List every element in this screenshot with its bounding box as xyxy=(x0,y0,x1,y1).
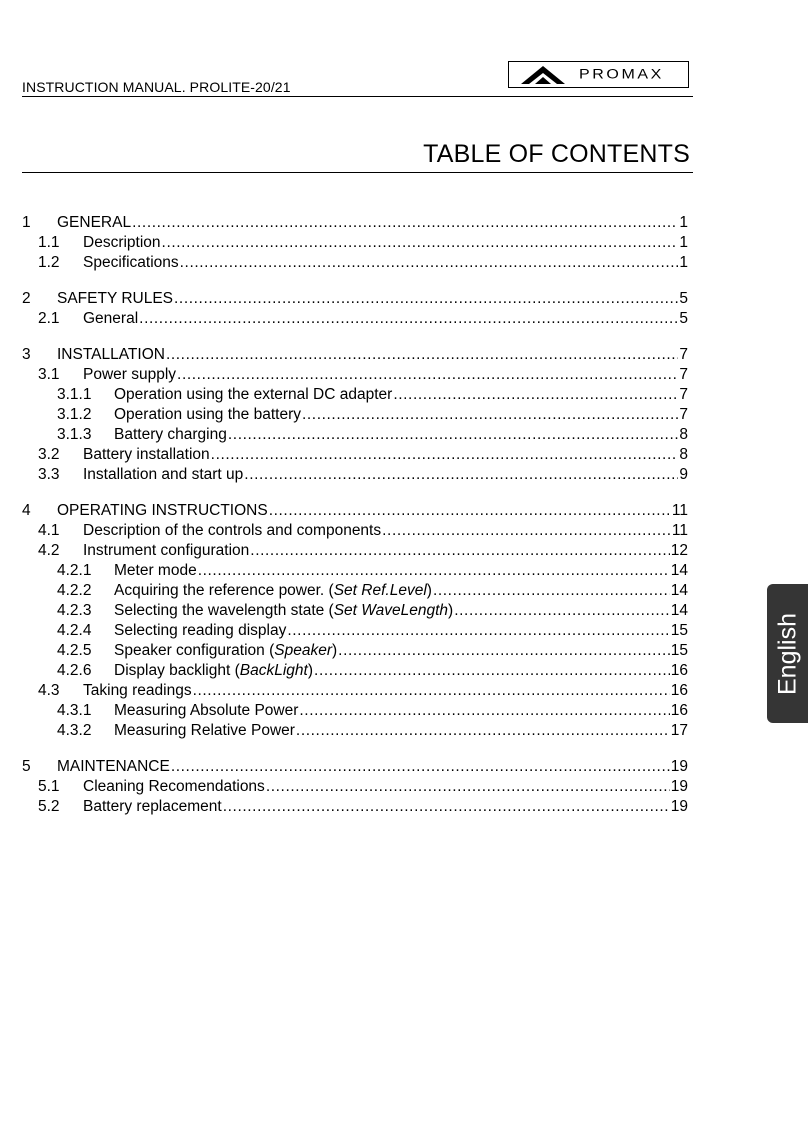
toc-entry-page: 5 xyxy=(679,310,688,327)
toc-entry-dot-leader xyxy=(299,701,669,721)
toc-entry-title-text: Speaker configuration ( xyxy=(114,642,275,659)
toc-entry-page: 11 xyxy=(671,522,688,539)
toc-entry-title-text: General xyxy=(83,310,139,327)
toc-entry-number: 4.2.5 xyxy=(57,642,92,659)
toc-entry-page: 19 xyxy=(670,778,688,795)
toc-entry[interactable] xyxy=(22,233,688,253)
toc-entry-dot-leader xyxy=(174,289,678,309)
toc-entry-title-text: MAINTENANCE xyxy=(57,758,170,775)
toc-entry-title xyxy=(114,385,392,405)
toc-entry-page: 1 xyxy=(679,254,688,271)
toc-entry-title xyxy=(57,757,170,777)
toc-entry-number: 4.3.1 xyxy=(57,702,92,719)
toc-entry-title-end: ) xyxy=(426,582,432,599)
toc-entry[interactable] xyxy=(22,541,688,561)
toc-entry-number: 5 xyxy=(22,758,31,775)
toc-entry-number: 3.2 xyxy=(38,446,60,463)
toc-entry-page: 7 xyxy=(679,346,688,363)
toc-entry-page: 15 xyxy=(670,622,688,639)
promax-logo xyxy=(508,61,689,88)
toc-entry-dot-leader xyxy=(269,501,671,521)
toc-entry-dot-leader xyxy=(454,601,670,621)
toc-entry-page: 16 xyxy=(670,702,688,719)
toc-entry-dot-leader xyxy=(180,253,679,273)
toc-entry-page: 1 xyxy=(679,234,688,251)
language-tab[interactable] xyxy=(767,584,808,723)
toc-entry[interactable] xyxy=(22,661,688,681)
manual-title: INSTRUCTION MANUAL. PROLITE-20/21 xyxy=(22,79,291,95)
toc-entry-title xyxy=(83,521,381,541)
toc-entry-number: 4.2 xyxy=(38,542,60,559)
toc-entry-number: 4.2.1 xyxy=(57,562,92,579)
toc-entry-number: 1.1 xyxy=(38,234,60,251)
toc-entry[interactable] xyxy=(22,465,688,485)
toc-entry-dot-leader xyxy=(250,541,669,561)
toc-entry-title-text: OPERATING INSTRUCTIONS xyxy=(57,502,268,519)
toc-entry-number: 4.1 xyxy=(38,522,60,539)
table-of-contents xyxy=(22,213,688,817)
toc-entry-page: 16 xyxy=(670,682,688,699)
toc-entry-page: 7 xyxy=(679,406,688,423)
toc-entry-number: 3.1.2 xyxy=(57,406,92,423)
toc-entry-number: 4.2.4 xyxy=(57,622,92,639)
toc-entry-title xyxy=(83,309,138,329)
toc-entry-title xyxy=(57,289,173,309)
toc-entry-dot-leader xyxy=(198,561,670,581)
toc-entry-title-end: ) xyxy=(307,662,314,679)
toc-entry-dot-leader xyxy=(314,661,670,681)
toc-entry-page: 1 xyxy=(679,214,688,231)
toc-entry-title-text: Acquiring the reference power. ( xyxy=(114,582,334,599)
toc-entry-title-italic: Set WaveLength xyxy=(333,602,449,619)
toc-entry-title-text: Operation using the external DC adapter xyxy=(114,386,393,403)
toc-entry-page: 11 xyxy=(671,502,688,519)
toc-entry-dot-leader xyxy=(382,521,671,541)
toc-entry-dot-leader xyxy=(132,213,678,233)
toc-entry-title-text: Meter mode xyxy=(114,562,197,579)
toc-entry-title xyxy=(114,661,313,681)
toc-entry-number: 4.3 xyxy=(38,682,60,699)
toc-entry-page: 15 xyxy=(670,642,688,659)
toc-entry-title-text: GENERAL xyxy=(57,214,132,231)
toc-entry-page: 8 xyxy=(679,426,688,443)
toc-entry-title-text: Selecting reading display xyxy=(114,622,287,639)
toc-entry[interactable] xyxy=(22,797,688,817)
toc-entry-title xyxy=(83,253,179,273)
toc-entry-title-text: Power supply xyxy=(83,366,177,383)
toc-entry-page: 14 xyxy=(670,602,688,619)
toc-entry-dot-leader xyxy=(223,797,670,817)
toc-entry[interactable] xyxy=(22,601,688,621)
toc-entry-dot-leader xyxy=(244,465,678,485)
toc-entry[interactable] xyxy=(22,365,688,385)
toc-entry-title xyxy=(83,797,222,817)
toc-entry-title-text: INSTALLATION xyxy=(57,346,165,363)
toc-entry-title-text: SAFETY RULES xyxy=(57,290,174,307)
toc-entry-title xyxy=(57,501,268,521)
toc-entry[interactable] xyxy=(22,561,688,581)
toc-entry-title xyxy=(83,365,176,385)
toc-entry[interactable] xyxy=(22,641,688,661)
toc-entry[interactable] xyxy=(22,621,688,641)
toc-entry-page: 16 xyxy=(670,662,688,679)
toc-entry-title-italic: BackLight xyxy=(239,662,308,679)
toc-entry-title xyxy=(114,405,301,425)
toc-entry-page: 12 xyxy=(670,542,688,559)
title-divider xyxy=(22,172,693,173)
toc-entry[interactable] xyxy=(22,425,688,445)
toc-entry-title-text: Taking readings xyxy=(83,682,192,699)
promax-triangle-logo-icon xyxy=(517,64,573,86)
toc-entry[interactable] xyxy=(22,701,688,721)
toc-entry-number: 4.2.2 xyxy=(57,582,92,599)
toc-entry-title xyxy=(114,425,227,445)
page-title: TABLE OF CONTENTS xyxy=(423,140,690,168)
brand-name: PROMAX xyxy=(579,67,664,82)
toc-entry-page: 5 xyxy=(679,290,688,307)
toc-entry-page: 19 xyxy=(670,798,688,815)
toc-entry[interactable] xyxy=(22,521,688,541)
toc-entry[interactable] xyxy=(22,721,688,741)
toc-entry-title-italic: Speaker xyxy=(274,642,332,659)
toc-entry-page: 14 xyxy=(670,582,688,599)
toc-entry-dot-leader xyxy=(211,445,679,465)
toc-entry-title-text: Selecting the wavelength state ( xyxy=(114,602,334,619)
toc-entry[interactable] xyxy=(22,253,688,273)
toc-entry[interactable] xyxy=(22,213,688,233)
toc-entry-number: 5.2 xyxy=(38,798,60,815)
toc-entry-title xyxy=(83,445,210,465)
toc-entry-title-text: Specifications xyxy=(83,254,179,271)
toc-entry-page: 9 xyxy=(679,466,688,483)
toc-entry-page: 7 xyxy=(679,366,688,383)
toc-entry-title xyxy=(83,465,243,485)
toc-entry-number: 1 xyxy=(22,214,31,231)
toc-entry-number: 3 xyxy=(22,346,31,363)
toc-entry-page: 19 xyxy=(670,758,688,775)
toc-entry[interactable] xyxy=(22,445,688,465)
toc-entry-number: 3.1 xyxy=(38,366,60,383)
toc-entry-number: 4.3.2 xyxy=(57,722,92,739)
toc-entry-title xyxy=(114,721,295,741)
toc-entry-title-text: Battery installation xyxy=(83,446,210,463)
toc-entry-title xyxy=(83,777,265,797)
toc-entry-dot-leader xyxy=(266,777,670,797)
toc-entry-dot-leader xyxy=(296,721,670,741)
toc-entry[interactable] xyxy=(22,309,688,329)
toc-entry[interactable] xyxy=(22,345,688,365)
toc-entry-dot-leader xyxy=(338,641,670,661)
toc-entry[interactable] xyxy=(22,385,688,405)
toc-entry[interactable] xyxy=(22,405,688,425)
toc-entry-title-text: Display backlight ( xyxy=(114,662,240,679)
toc-entry-title-text: Instrument configuration xyxy=(83,542,250,559)
toc-entry-title xyxy=(114,701,298,721)
toc-entry-number: 2 xyxy=(22,290,31,307)
toc-entry-title xyxy=(57,345,165,365)
toc-entry-page: 14 xyxy=(670,562,688,579)
toc-entry-title xyxy=(114,581,432,601)
toc-entry-dot-leader xyxy=(166,345,678,365)
toc-entry-dot-leader xyxy=(139,309,678,329)
toc-entry-dot-leader xyxy=(193,681,670,701)
toc-entry-dot-leader xyxy=(162,233,679,253)
toc-entry-title xyxy=(83,681,192,701)
toc-entry-title xyxy=(114,621,286,641)
toc-entry-number: 4 xyxy=(22,502,31,519)
toc-entry[interactable] xyxy=(22,681,688,701)
toc-entry-number: 3.1.3 xyxy=(57,426,92,443)
toc-entry-number: 4.2.6 xyxy=(57,662,92,679)
toc-entry-title xyxy=(114,641,337,661)
language-tab-label: English xyxy=(773,612,801,695)
toc-entry-title xyxy=(114,561,197,581)
header-divider xyxy=(22,96,693,97)
toc-entry-title-text: Measuring Absolute Power xyxy=(114,702,299,719)
toc-entry-number: 2.1 xyxy=(38,310,60,327)
toc-entry-page: 17 xyxy=(670,722,688,739)
toc-entry-dot-leader xyxy=(433,581,670,601)
toc-entry-title-text: Description of the controls and components xyxy=(83,522,382,539)
toc-entry[interactable] xyxy=(22,289,688,309)
toc-entry[interactable] xyxy=(22,501,688,521)
toc-entry-title-text: Battery charging xyxy=(114,426,227,443)
toc-entry-title xyxy=(83,233,161,253)
toc-entry-number: 1.2 xyxy=(38,254,60,271)
toc-entry-title-text: Cleaning Recomendations xyxy=(83,778,265,795)
toc-entry-dot-leader xyxy=(228,425,679,445)
toc-entry-dot-leader xyxy=(171,757,670,777)
toc-entry-page: 7 xyxy=(679,386,688,403)
toc-entry-title-text: Battery replacement xyxy=(83,798,222,815)
toc-entry-title-italic: Set Ref.Level xyxy=(333,582,427,599)
toc-entry[interactable] xyxy=(22,581,688,601)
toc-entry-dot-leader xyxy=(287,621,669,641)
toc-entry-number: 4.2.3 xyxy=(57,602,92,619)
toc-entry-title xyxy=(114,601,453,621)
toc-entry-dot-leader xyxy=(302,405,678,425)
toc-entry-title-text: Operation using the battery xyxy=(114,406,301,423)
toc-entry-title-end: ) xyxy=(448,602,454,619)
toc-entry-number: 5.1 xyxy=(38,778,60,795)
toc-entry[interactable] xyxy=(22,757,688,777)
toc-entry-title-text: Description xyxy=(83,234,161,251)
toc-entry-dot-leader xyxy=(393,385,678,405)
toc-entry-title xyxy=(83,541,249,561)
toc-entry-number: 3.1.1 xyxy=(57,386,92,403)
toc-entry[interactable] xyxy=(22,777,688,797)
toc-entry-title xyxy=(57,213,131,233)
toc-entry-page: 8 xyxy=(679,446,688,463)
toc-entry-dot-leader xyxy=(177,365,678,385)
toc-entry-title-text: Installation and start up xyxy=(83,466,244,483)
toc-entry-title-text: Measuring Relative Power xyxy=(114,722,295,739)
toc-entry-title-end: ) xyxy=(332,642,338,659)
toc-entry-number: 3.3 xyxy=(38,466,60,483)
